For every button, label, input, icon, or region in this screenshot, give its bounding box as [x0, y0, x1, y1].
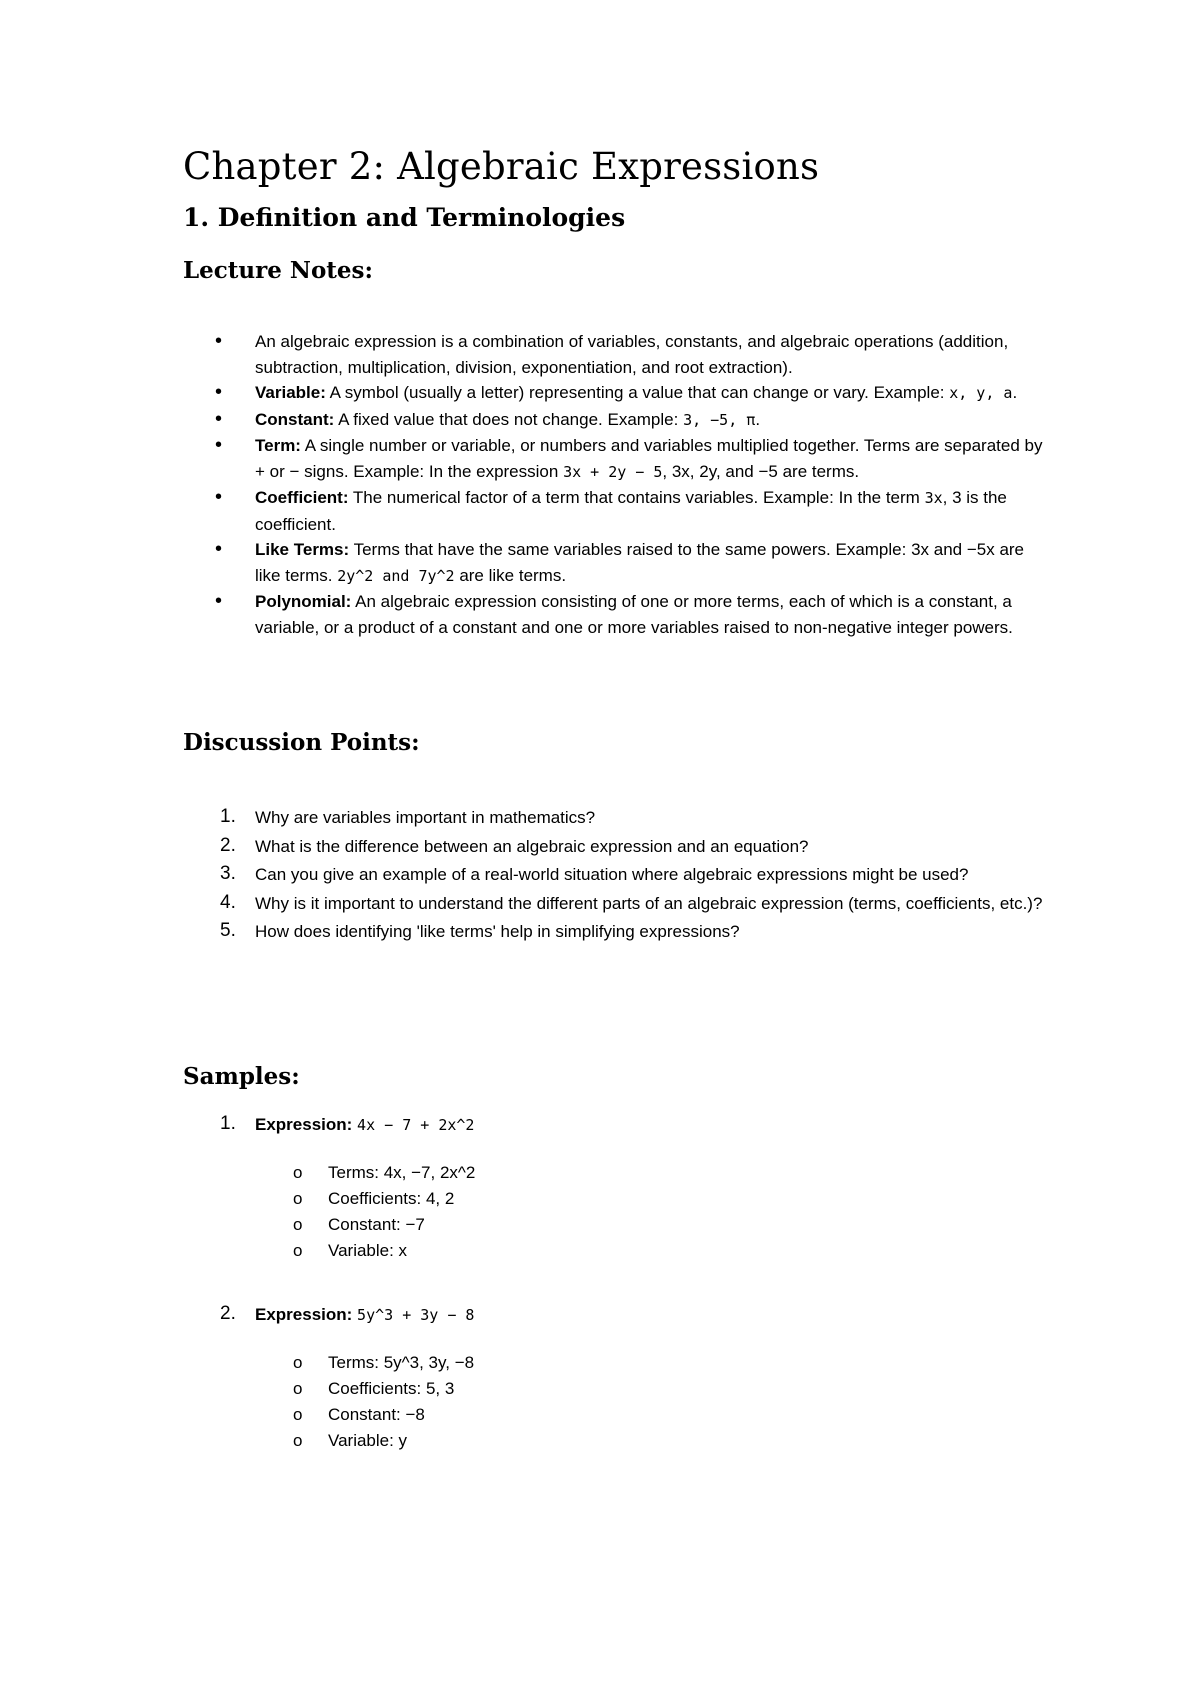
list-item: o Terms: 5y^3, 3y, −8 [183, 1350, 1043, 1376]
list-item: o Coefficients: 4, 2 [183, 1186, 1043, 1212]
list-item: • Coefficient: The numerical factor of a term that contains variables. Example: In the term 3x, 3 is the coefficient. [183, 485, 1043, 537]
list-item: 5. How does identifying 'like terms' help in simplifying expressions? [220, 920, 740, 941]
list-item: • Constant: A fixed value that does not change. Example: 3, −5, π. [183, 407, 1043, 434]
discussion-points-heading: Discussion Points: [183, 729, 420, 756]
list-item: 1. Why are variables important in mathematics? [220, 806, 596, 827]
list-item: • An algebraic expression is a combination of variables, constants, and algebraic operations (addition, subtraction, multiplication, division, exponentiation, and root extraction). [183, 329, 1043, 380]
list-item: o Constant: −7 [183, 1212, 1043, 1238]
list-item: 3. Can you give an example of a real-world situation where algebraic expressions might be used? [220, 863, 969, 884]
list-item: • Like Terms: Terms that have the same variables raised to the same powers. Example: 3x and −5x are like terms. 2y^2 and 7y^2 are like terms. [183, 537, 1043, 589]
sample-1 [183, 1112, 1043, 1264]
sample-expression: 1. Expression: 4x − 7 + 2x^2 [220, 1113, 475, 1134]
lecture-notes-list [183, 329, 1043, 640]
sample-2 [183, 1302, 1043, 1454]
list-item: 2. What is the difference between an algebraic expression and an equation? [220, 834, 809, 856]
list-item: o Variable: x [183, 1238, 1043, 1264]
list-item: • Term: A single number or variable, or numbers and variables multiplied together. Terms are separated by + or − signs. Example: In the expression 3x + 2y − 5, 3x, 2y, and −5 are terms. [183, 433, 1043, 485]
list-item: o Variable: y [183, 1428, 1043, 1454]
list-item: o Coefficients: 5, 3 [183, 1376, 1043, 1402]
list-item: • Variable: A symbol (usually a letter) representing a value that can change or vary. Example: x, y, a. [183, 380, 1043, 407]
section-heading: 1. Definition and Terminologies [183, 203, 626, 232]
list-item: o Terms: 4x, −7, 2x^2 [183, 1160, 1043, 1186]
discussion-points-list [183, 805, 1043, 948]
list-item: o Constant: −8 [183, 1402, 1043, 1428]
lecture-notes-heading: Lecture Notes: [183, 257, 373, 284]
samples-heading: Samples: [183, 1063, 300, 1090]
sample-expression: 2. Expression: 5y^3 + 3y − 8 [220, 1303, 475, 1324]
list-item: 4. Why is it important to understand the different parts of an algebraic expression (terms, coefficients, etc.)? [220, 891, 1043, 913]
list-item: • Polynomial: An algebraic expression consisting of one or more terms, each of which is a constant, a variable, or a product of a constant and one or more variables raised to non-negative integer powers. [183, 589, 1043, 640]
chapter-title: Chapter 2: Algebraic Expressions [183, 145, 820, 188]
